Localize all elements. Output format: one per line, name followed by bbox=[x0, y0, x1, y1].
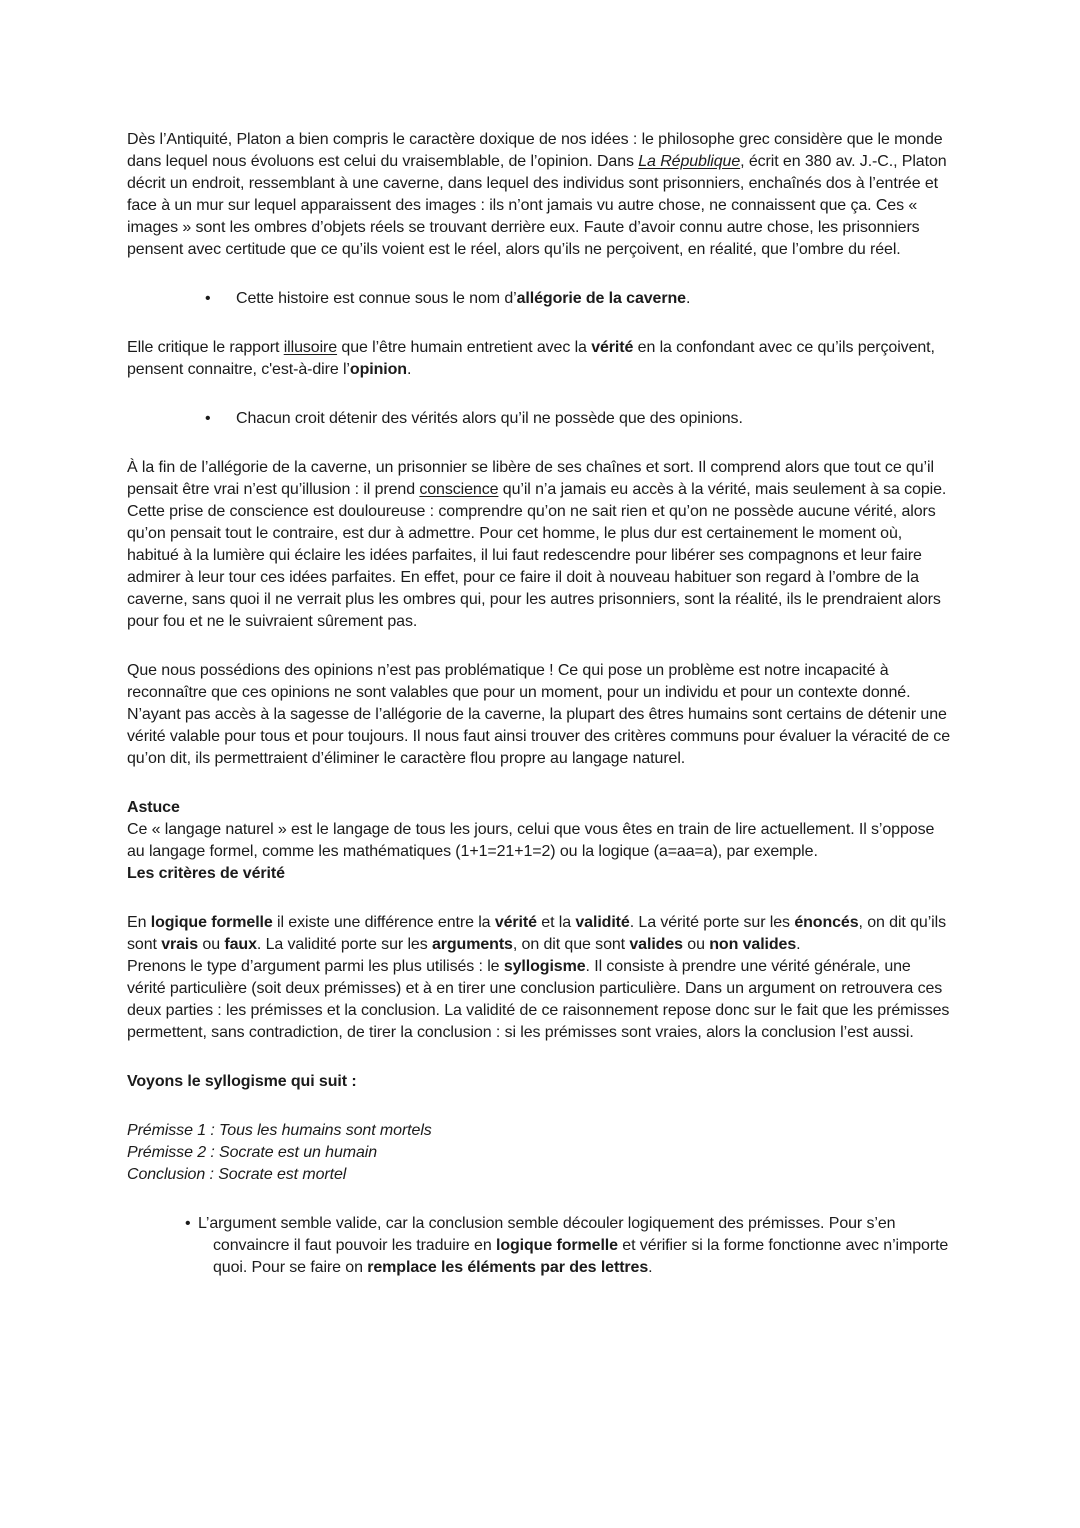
para-platon-doxa: Dès l’Antiquité, Platon a bien compris le caractère doxique de nos idées : le philosophe grec considère que le monde dans lequel nous évoluons est celui du vraisemblable, de l’opinion. Dans La République, écrit en 380 av. J.-C., Platon décrit un endroit, ressemblant à une caverne, dans lequel des individus sont prisonniers, enchaînés dos à l’entrée et face à un mur sur lequel apparaissent des images : ils n’ont jamais vu autre chose, ne connaissent que ça. Ces « images » sont les ombres d’objets réels se trouvant derrière eux. Faute d’avoir connu autre chose, les prisonniers pensent avec certitude que ce qu’ils voient est le réel, alors qu’ils ne perçoivent, en réalité, que l’ombre du réel. bbox=[127, 131, 947, 258]
bullet-icon: • bbox=[205, 290, 211, 307]
heading-voyons-syllogisme: Voyons le syllogisme qui suit : bbox=[127, 1073, 357, 1090]
para-opinions-probleme: Que nous possédions des opinions n’est pas problématique ! Ce qui pose un problème est notre incapacité à reconnaître que ces opinions ne sont valables que pour un moment, pour un individu et pour un contexte donné. N’ayant pas accès à la sagesse de l’allégorie de la caverne, la plupart des êtres humains sont certains de détenir une vérité valable pour tous et pour toujours. Il nous faut ainsi trouver des critères communs pour évaluer la véracité de ce qu’on dit, ils permettraient d’éliminer le caractère flou propre au langage naturel. bbox=[127, 662, 950, 767]
para-logique-formelle: En logique formelle il existe une différence entre la vérité et la validité. La vérité porte sur les énoncés, on dit qu’ils sont vrais ou faux. La validité porte sur les arguments, on dit que sont valides ou non valides. Prenons le type d’argument parmi les plus utilisés : le syllogisme. Il consiste à prendre une vérité générale, une vérité particulière (soit deux prémisses) et à en tirer une conclusion particulière. Dans un argument on retrouvera ces deux parties : les prémisses et la conclusion. La validité de ce raisonnement repose donc sur le fait que les prémisses permettent, sans contradiction, de tirer la conclusion : si les prémisses sont vraies, alors la conclusion l’est aussi. bbox=[127, 914, 950, 1041]
bullet-text: L’argument semble valide, car la conclusion semble découler logiquement des prémisses. Pour s’en convaincre il faut pouvoir les traduire en logique formelle et vérifier si la forme fonctionne avec n’importe quoi. Pour se faire on remplace les éléments par des lettres. bbox=[198, 1215, 949, 1276]
para-syllogisme-premisses: Prémisse 1 : Tous les humains sont mortels Prémisse 2 : Socrate est un humain Conclusion : Socrate est mortel bbox=[127, 1122, 432, 1183]
bullet-icon: • bbox=[205, 410, 211, 427]
para-astuce: Astuce Ce « langage naturel » est le langage de tous les jours, celui que vous êtes en train de lire actuellement. Il s’oppose au langage formel, comme les mathématiques (1+1=21+1=2) ou la logique (a=aa=a), par exemple. Les critères de vérité bbox=[127, 799, 935, 882]
bullet-text: Chacun croit détenir des vérités alors qu’il ne possède que des opinions. bbox=[236, 410, 743, 427]
bullet-allegorie-caverne bbox=[127, 288, 953, 310]
para-fin-allegorie: À la fin de l’allégorie de la caverne, un prisonnier se libère de ses chaînes et sort. Il comprend alors que tout ce qu’il pensait être vrai n’est qu’illusion : il prend conscience qu’il n’a jamais eu accès à la vérité, mais seulement à sa copie. Cette prise de conscience est douloureuse : comprendre qu’on ne sait rien et qu’on ne possède aucune vérité, alors qu’on pensait tout le contraire, est dur à admettre. Pour cet homme, le plus dur est certainement le moment où, habitué à la lumière qui éclaire les idées parfaites, il lui faut redescendre pour libérer ses compagnons et leur faire admirer à leur tour ces idées parfaites. En effet, pour ce faire il doit à nouveau habituer son regard à l’ombre de la caverne, sans quoi il ne verrait plus les ombres qui, pour les autres prisonniers, sont la réalité, ils le prendraient alors pour fou et ne le suivraient sûrement pas. bbox=[127, 459, 947, 630]
bullet-argument-valide bbox=[127, 1213, 953, 1279]
para-critique-illusoire: Elle critique le rapport illusoire que l’être humain entretient avec la vérité en la confondant avec ce qu’ils perçoivent, pensent connaitre, c'est-à-dire l’opinion. bbox=[127, 339, 935, 378]
bullet-verites-opinions bbox=[127, 408, 953, 430]
bullet-icon: • bbox=[185, 1215, 191, 1232]
bullet-text: Cette histoire est connue sous le nom d’allégorie de la caverne. bbox=[236, 290, 691, 307]
